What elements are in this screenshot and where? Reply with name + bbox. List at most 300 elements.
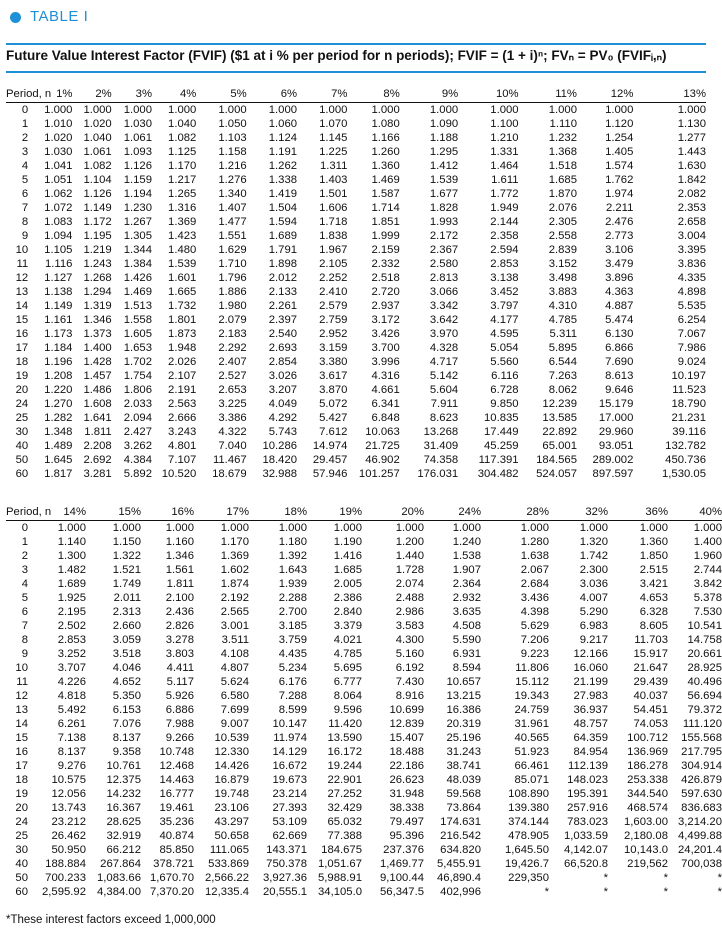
- factor-cell: 1.000: [605, 104, 634, 116]
- factor-cell: 10.748: [159, 746, 194, 758]
- factor-cell: 38.338: [389, 802, 424, 814]
- factor-cell: 1.300: [57, 550, 86, 562]
- factor-cell: 1.208: [44, 370, 73, 382]
- rate-header: 36%: [608, 504, 668, 521]
- factor-cell: 5.311: [549, 328, 577, 340]
- factor-cell: 4.049: [268, 398, 298, 410]
- factor-cell: 1.149: [44, 300, 73, 312]
- factor-cell: 56.694: [687, 690, 722, 702]
- factor-cell: 2.693: [268, 342, 298, 354]
- table-row: [6, 591, 722, 605]
- table-row: [6, 731, 722, 745]
- factor-cell: 217.795: [681, 746, 722, 758]
- factor-cell: 1.260: [371, 146, 400, 158]
- factor-cell: 6.866: [605, 342, 634, 354]
- factor-cell: 836.683: [681, 802, 722, 814]
- table-row: [6, 425, 706, 439]
- factor-cell: 2.579: [319, 300, 348, 312]
- table-row: [6, 467, 706, 481]
- factor-cell: 8.137: [112, 732, 141, 744]
- factor-cell: 48.757: [573, 718, 608, 730]
- period-cell: 0: [21, 104, 29, 116]
- factor-cell: 9,100.44: [380, 872, 424, 884]
- factor-cell: 7.430: [395, 676, 424, 688]
- factor-cell: 1.369: [220, 550, 249, 562]
- factor-cell: 36.937: [573, 704, 608, 716]
- period-cell: 0: [21, 522, 28, 534]
- factor-cell: 1.322: [112, 550, 141, 562]
- factor-cell: 7,370.20: [150, 886, 194, 898]
- factor-cell: 2.986: [395, 606, 424, 618]
- period-cell: 6: [21, 606, 28, 618]
- factor-cell: 5.142: [429, 370, 459, 382]
- factor-cell: 1.150: [112, 536, 141, 548]
- factor-cell: 6.983: [579, 620, 608, 632]
- factor-cell: 4.717: [429, 356, 459, 368]
- factor-cell: 3.642: [429, 314, 459, 326]
- factor-cell: 783.023: [567, 816, 608, 828]
- factor-cell: 1.010: [44, 118, 73, 130]
- factor-cell: 478.905: [508, 830, 549, 842]
- factor-cell: 11.467: [212, 454, 247, 466]
- factor-cell: 1.338: [268, 174, 298, 186]
- factor-cell: 136.969: [627, 746, 668, 758]
- factor-cell: 1.886: [218, 286, 247, 298]
- factor-cell: *: [663, 886, 668, 898]
- factor-cell: 1.689: [268, 230, 298, 242]
- factor-cell: 3.386: [218, 412, 247, 424]
- rate-header: 40%: [668, 504, 722, 521]
- factor-cell: 35.236: [159, 816, 194, 828]
- factor-cell: 84.954: [573, 746, 608, 758]
- factor-cell: 29.457: [312, 454, 348, 466]
- factor-cell: 4.801: [168, 440, 197, 452]
- factor-cell: 2.011: [113, 592, 141, 604]
- factor-cell: 3.395: [677, 244, 706, 256]
- factor-cell: 4.785: [333, 648, 362, 660]
- factor-cell: 1.638: [520, 550, 549, 562]
- factor-cell: 1.000: [579, 522, 608, 534]
- factor-cell: 1.400: [693, 536, 722, 548]
- factor-cell: 2.952: [319, 328, 348, 340]
- factor-cell: 7.986: [677, 342, 706, 354]
- factor-cell: 1.000: [112, 522, 141, 534]
- table-row: [6, 173, 706, 187]
- factor-cell: 28.925: [687, 662, 722, 674]
- period-cell: 2: [21, 550, 28, 562]
- rate-header: 9%: [400, 86, 458, 103]
- factor-cell: 1.602: [220, 564, 249, 576]
- factor-cell: 2.407: [218, 356, 247, 368]
- factor-cell: 1.457: [83, 370, 112, 382]
- factor-cell: 2.159: [371, 244, 400, 256]
- factor-cell: 1.082: [168, 132, 197, 144]
- factor-cell: 1.159: [123, 174, 152, 186]
- factor-cell: 1.551: [218, 230, 247, 242]
- factor-cell: 16.172: [327, 746, 362, 758]
- factor-cell: 14.758: [687, 634, 722, 646]
- rate-header: 8%: [347, 86, 399, 103]
- factor-cell: 2.300: [579, 564, 608, 576]
- factor-cell: 1.061: [123, 132, 152, 144]
- factor-cell: 1.080: [371, 118, 400, 130]
- rate-header: 10%: [458, 86, 518, 103]
- factor-cell: 3.836: [677, 258, 706, 270]
- factor-cell: 3.138: [490, 272, 519, 284]
- factor-cell: 2.937: [371, 300, 400, 312]
- factor-cell: 6.153: [112, 704, 141, 716]
- factor-cell: 2.252: [319, 272, 348, 284]
- period-cell: 13: [15, 286, 29, 298]
- table-row: [6, 355, 706, 369]
- factor-cell: 3.225: [218, 398, 247, 410]
- factor-cell: 1.000: [278, 522, 307, 534]
- factor-cell: 6.192: [395, 662, 424, 674]
- factor-cell: 1.587: [371, 188, 400, 200]
- factor-cell: 2.026: [168, 356, 197, 368]
- factor-cell: 3.379: [333, 620, 362, 632]
- factor-cell: 3.185: [278, 620, 307, 632]
- factor-cell: 59.568: [446, 788, 481, 800]
- factor-cell: 1,530.05: [662, 468, 706, 480]
- factor-cell: 1.100: [490, 118, 519, 130]
- factor-cell: 374.144: [508, 816, 549, 828]
- rate-header: 2%: [72, 86, 111, 103]
- factor-cell: 1.960: [693, 550, 722, 562]
- factor-cell: 10,143.0: [624, 844, 668, 856]
- factor-cell: 108.890: [508, 788, 549, 800]
- factor-cell: 188.884: [45, 858, 86, 870]
- factor-cell: 111.065: [209, 844, 249, 856]
- factor-cell: 13.268: [423, 426, 459, 438]
- factor-cell: 11.703: [634, 634, 668, 646]
- factor-cell: 16.060: [573, 662, 608, 674]
- factor-cell: 6.728: [490, 384, 519, 396]
- factor-cell: 4.007: [579, 592, 608, 604]
- factor-cell: 2.565: [220, 606, 249, 618]
- factor-cell: 46,890.4: [437, 872, 481, 884]
- factor-cell: 10.063: [365, 426, 400, 438]
- period-cell: 7: [21, 202, 29, 214]
- factor-cell: 10.147: [272, 718, 307, 730]
- factor-cell: 3.700: [371, 342, 400, 354]
- factor-cell: 1.504: [268, 202, 298, 214]
- factor-cell: 1.608: [83, 398, 112, 410]
- factor-cell: 26.462: [51, 830, 86, 842]
- factor-cell: 4,499.88: [678, 830, 722, 842]
- table-row: [6, 815, 722, 829]
- factor-cell: 14.974: [312, 440, 348, 452]
- factor-cell: 4.411: [166, 662, 194, 674]
- factor-cell: 2.658: [677, 216, 706, 228]
- factor-cell: 1.103: [218, 132, 247, 144]
- factor-cell: 1.331: [490, 146, 519, 158]
- factor-cell: 1.161: [44, 314, 73, 326]
- factor-cell: 6.130: [605, 328, 634, 340]
- factor-cell: 4.887: [605, 300, 634, 312]
- period-cell: 3: [21, 146, 29, 158]
- factor-cell: 12,335.4: [205, 886, 249, 898]
- factor-cell: 2.563: [168, 398, 197, 410]
- table-row: [6, 661, 722, 675]
- factor-cell: 1.104: [83, 174, 112, 186]
- period-cell: 40: [15, 858, 28, 870]
- factor-cell: 1.796: [218, 272, 247, 284]
- period-cell: 10: [15, 662, 28, 674]
- factor-cell: 8.064: [333, 690, 362, 702]
- factor-cell: 5.160: [395, 648, 424, 660]
- factor-cell: 1.000: [639, 522, 668, 534]
- factor-cell: 9.007: [220, 718, 249, 730]
- table-row: [6, 341, 706, 355]
- factor-cell: 1,670.70: [150, 872, 194, 884]
- factor-cell: 1.416: [333, 550, 362, 562]
- factor-cell: 1.124: [268, 132, 298, 144]
- factor-cell: 4.435: [278, 648, 307, 660]
- factor-cell: 597.630: [681, 788, 722, 800]
- factor-cell: 1.180: [278, 536, 307, 548]
- factor-cell: 1.000: [268, 104, 298, 116]
- factor-cell: 216.542: [440, 830, 481, 842]
- factor-cell: 2.107: [168, 370, 197, 382]
- table-row: [6, 215, 706, 229]
- factor-cell: 40.496: [687, 676, 722, 688]
- factor-cell: 2.386: [333, 592, 362, 604]
- factor-cell: 3.498: [548, 272, 577, 284]
- factor-cell: 1.210: [490, 132, 519, 144]
- period-header: Period, n: [6, 86, 36, 103]
- factor-cell: 2.653: [218, 384, 247, 396]
- factor-cell: 1.173: [44, 328, 73, 340]
- factor-cell: 40.037: [633, 690, 668, 702]
- factor-cell: 5.492: [57, 704, 86, 716]
- table-row: [6, 369, 706, 383]
- period-cell: 15: [15, 732, 28, 744]
- factor-cell: 5.629: [520, 620, 549, 632]
- top-rule: [6, 43, 706, 45]
- factor-cell: 73.864: [446, 802, 481, 814]
- table-row: [6, 787, 722, 801]
- factor-cell: 2.005: [333, 578, 362, 590]
- factor-cell: 7.040: [218, 440, 247, 452]
- factor-cell: 4.322: [218, 426, 247, 438]
- factor-cell: 1.319: [83, 300, 112, 312]
- factor-cell: 22.901: [327, 774, 362, 786]
- factor-cell: 4.653: [639, 592, 668, 604]
- factor-cell: 7.067: [677, 328, 706, 340]
- factor-cell: 7.612: [319, 426, 348, 438]
- table-row: [6, 145, 706, 159]
- factor-cell: 2.305: [548, 216, 577, 228]
- period-cell: 60: [15, 468, 29, 480]
- factor-cell: 3.278: [165, 634, 194, 646]
- factor-cell: 23.106: [214, 802, 249, 814]
- factor-cell: 2.826: [165, 620, 194, 632]
- factor-cell: 1.714: [371, 202, 400, 214]
- factor-cell: 1.373: [83, 328, 112, 340]
- factor-cell: 2.195: [57, 606, 86, 618]
- factor-cell: 5.743: [268, 426, 298, 438]
- factor-cell: 219,562: [627, 858, 668, 870]
- factor-cell: 1.344: [123, 244, 152, 256]
- factor-cell: 1.999: [371, 230, 400, 242]
- period-cell: 50: [15, 454, 29, 466]
- table-row: [6, 299, 706, 313]
- period-cell: 12: [15, 690, 28, 702]
- factor-cell: 2.292: [218, 342, 247, 354]
- factor-cell: 1.270: [44, 398, 73, 410]
- factor-cell: 1,033.59: [564, 830, 608, 842]
- factor-cell: 1.606: [319, 202, 348, 214]
- factor-cell: 8.605: [639, 620, 668, 632]
- factor-cell: 4.316: [371, 370, 400, 382]
- factor-cell: 1.348: [44, 426, 73, 438]
- factor-cell: 32.919: [106, 830, 141, 842]
- table-title: Future Value Interest Factor (FVIF) ($1 at i % per period for n periods); FVIF = (1 + i)ⁿ; FVₙ = PV₀ (FVIFᵢ,ₙ): [6, 48, 667, 63]
- factor-cell: 1.629: [218, 244, 247, 256]
- factor-cell: 3.207: [268, 384, 298, 396]
- period-cell: 30: [15, 426, 29, 438]
- factor-cell: 53.109: [272, 816, 307, 828]
- period-header: Period, n: [6, 504, 36, 521]
- factor-cell: 3.001: [220, 620, 249, 632]
- factor-cell: 26.623: [389, 774, 424, 786]
- factor-cell: 1.974: [605, 188, 634, 200]
- factor-cell: 7.107: [168, 454, 197, 466]
- factor-cell: 1.125: [168, 146, 197, 158]
- factor-cell: 1.000: [57, 522, 86, 534]
- factor-cell: 2.720: [371, 286, 400, 298]
- period-cell: 19: [15, 788, 28, 800]
- factor-cell: 1.020: [83, 118, 112, 130]
- rate-header: 17%: [194, 504, 249, 521]
- factor-cell: 16.367: [106, 802, 141, 814]
- factor-cell: 2.527: [218, 370, 247, 382]
- factor-cell: 1.480: [168, 244, 197, 256]
- factor-cell: 3.159: [319, 342, 348, 354]
- fvif-table-low-rates: [6, 86, 706, 481]
- factor-cell: 4.300: [395, 634, 424, 646]
- factor-cell: 2.759: [319, 314, 348, 326]
- rate-header: 6%: [247, 86, 297, 103]
- factor-cell: 3.380: [319, 356, 348, 368]
- factor-cell: 101.257: [358, 468, 400, 480]
- factor-cell: 184.675: [321, 844, 362, 856]
- factor-cell: 2.033: [123, 398, 152, 410]
- period-cell: 11: [16, 676, 28, 688]
- factor-cell: 1.574: [605, 160, 634, 172]
- factor-cell: 4.021: [333, 634, 362, 646]
- table-row: [6, 647, 722, 661]
- factor-cell: 1.311: [319, 160, 348, 172]
- factor-cell: 1.196: [44, 356, 73, 368]
- factor-cell: 4.652: [112, 676, 141, 688]
- factor-cell: 1.320: [579, 536, 608, 548]
- factor-cell: 1.110: [549, 118, 577, 130]
- factor-cell: 2.208: [83, 440, 112, 452]
- factor-cell: 4.398: [520, 606, 549, 618]
- factor-cell: 1.369: [168, 216, 197, 228]
- factor-cell: 1.558: [123, 314, 152, 326]
- factor-cell: 4.108: [220, 648, 249, 660]
- factor-cell: 1.949: [490, 202, 519, 214]
- rate-header: 5%: [196, 86, 246, 103]
- factor-cell: 1.000: [220, 522, 249, 534]
- factor-cell: 3.243: [168, 426, 197, 438]
- rate-header: 14%: [36, 504, 86, 521]
- factor-cell: 27.983: [573, 690, 608, 702]
- factor-cell: 3.707: [57, 662, 86, 674]
- factor-cell: 1.277: [677, 132, 706, 144]
- factor-cell: 3.066: [429, 286, 459, 298]
- factor-cell: 2.144: [490, 216, 519, 228]
- factor-cell: 5.290: [579, 606, 608, 618]
- factor-cell: 1.360: [639, 536, 668, 548]
- factor-cell: 2.660: [112, 620, 141, 632]
- factor-cell: 1.138: [44, 286, 73, 298]
- factor-cell: 40.874: [159, 830, 194, 842]
- factor-cell: 1.126: [83, 188, 112, 200]
- factor-cell: 1.000: [168, 104, 197, 116]
- table-row: [6, 187, 706, 201]
- factor-cell: 112.139: [568, 760, 608, 772]
- factor-cell: 1.190: [333, 536, 362, 548]
- factor-cell: 2.079: [218, 314, 247, 326]
- rate-header: 20%: [362, 504, 424, 521]
- factor-cell: 1.405: [605, 146, 634, 158]
- factor-cell: *: [603, 886, 608, 898]
- table-row: [6, 453, 706, 467]
- factor-cell: 65.001: [542, 440, 577, 452]
- factor-cell: 34,105.0: [318, 886, 362, 898]
- rate-header: 4%: [152, 86, 196, 103]
- factor-cell: 1.149: [83, 202, 112, 214]
- factor-cell: 3.106: [605, 244, 634, 256]
- factor-cell: 4.310: [548, 300, 577, 312]
- factor-cell: 62.669: [272, 830, 307, 842]
- period-cell: 1: [21, 118, 29, 130]
- factor-cell: 1.400: [83, 342, 112, 354]
- factor-cell: 1.195: [83, 230, 112, 242]
- factor-cell: 3.252: [57, 648, 86, 660]
- period-cell: 8: [21, 216, 29, 228]
- factor-cell: 14.129: [272, 746, 307, 758]
- period-cell: 4: [21, 578, 28, 590]
- rate-header: 12%: [577, 86, 633, 103]
- factor-cell: 2.353: [677, 202, 706, 214]
- rate-header: 24%: [424, 504, 481, 521]
- factor-cell: 2.854: [268, 356, 298, 368]
- header-row: [6, 504, 722, 521]
- factor-cell: 2.518: [371, 272, 400, 284]
- factor-cell: 74.053: [633, 718, 668, 730]
- rate-header: 32%: [549, 504, 608, 521]
- factor-cell: 1.093: [123, 146, 152, 158]
- period-cell: 20: [15, 384, 29, 396]
- factor-cell: 1.000: [490, 104, 519, 116]
- factor-cell: 1.828: [429, 202, 459, 214]
- factor-cell: 6.886: [165, 704, 194, 716]
- factor-cell: 23.212: [51, 816, 86, 828]
- factor-cell: 1.000: [548, 104, 577, 116]
- factor-cell: 14.426: [214, 760, 249, 772]
- factor-cell: 54.451: [633, 704, 668, 716]
- table-row: [6, 871, 722, 885]
- factor-cell: 14.232: [106, 788, 141, 800]
- factor-cell: 2.773: [605, 230, 634, 242]
- footnote: *These interest factors exceed 1,000,000: [6, 914, 216, 926]
- factor-cell: 10.575: [51, 774, 86, 786]
